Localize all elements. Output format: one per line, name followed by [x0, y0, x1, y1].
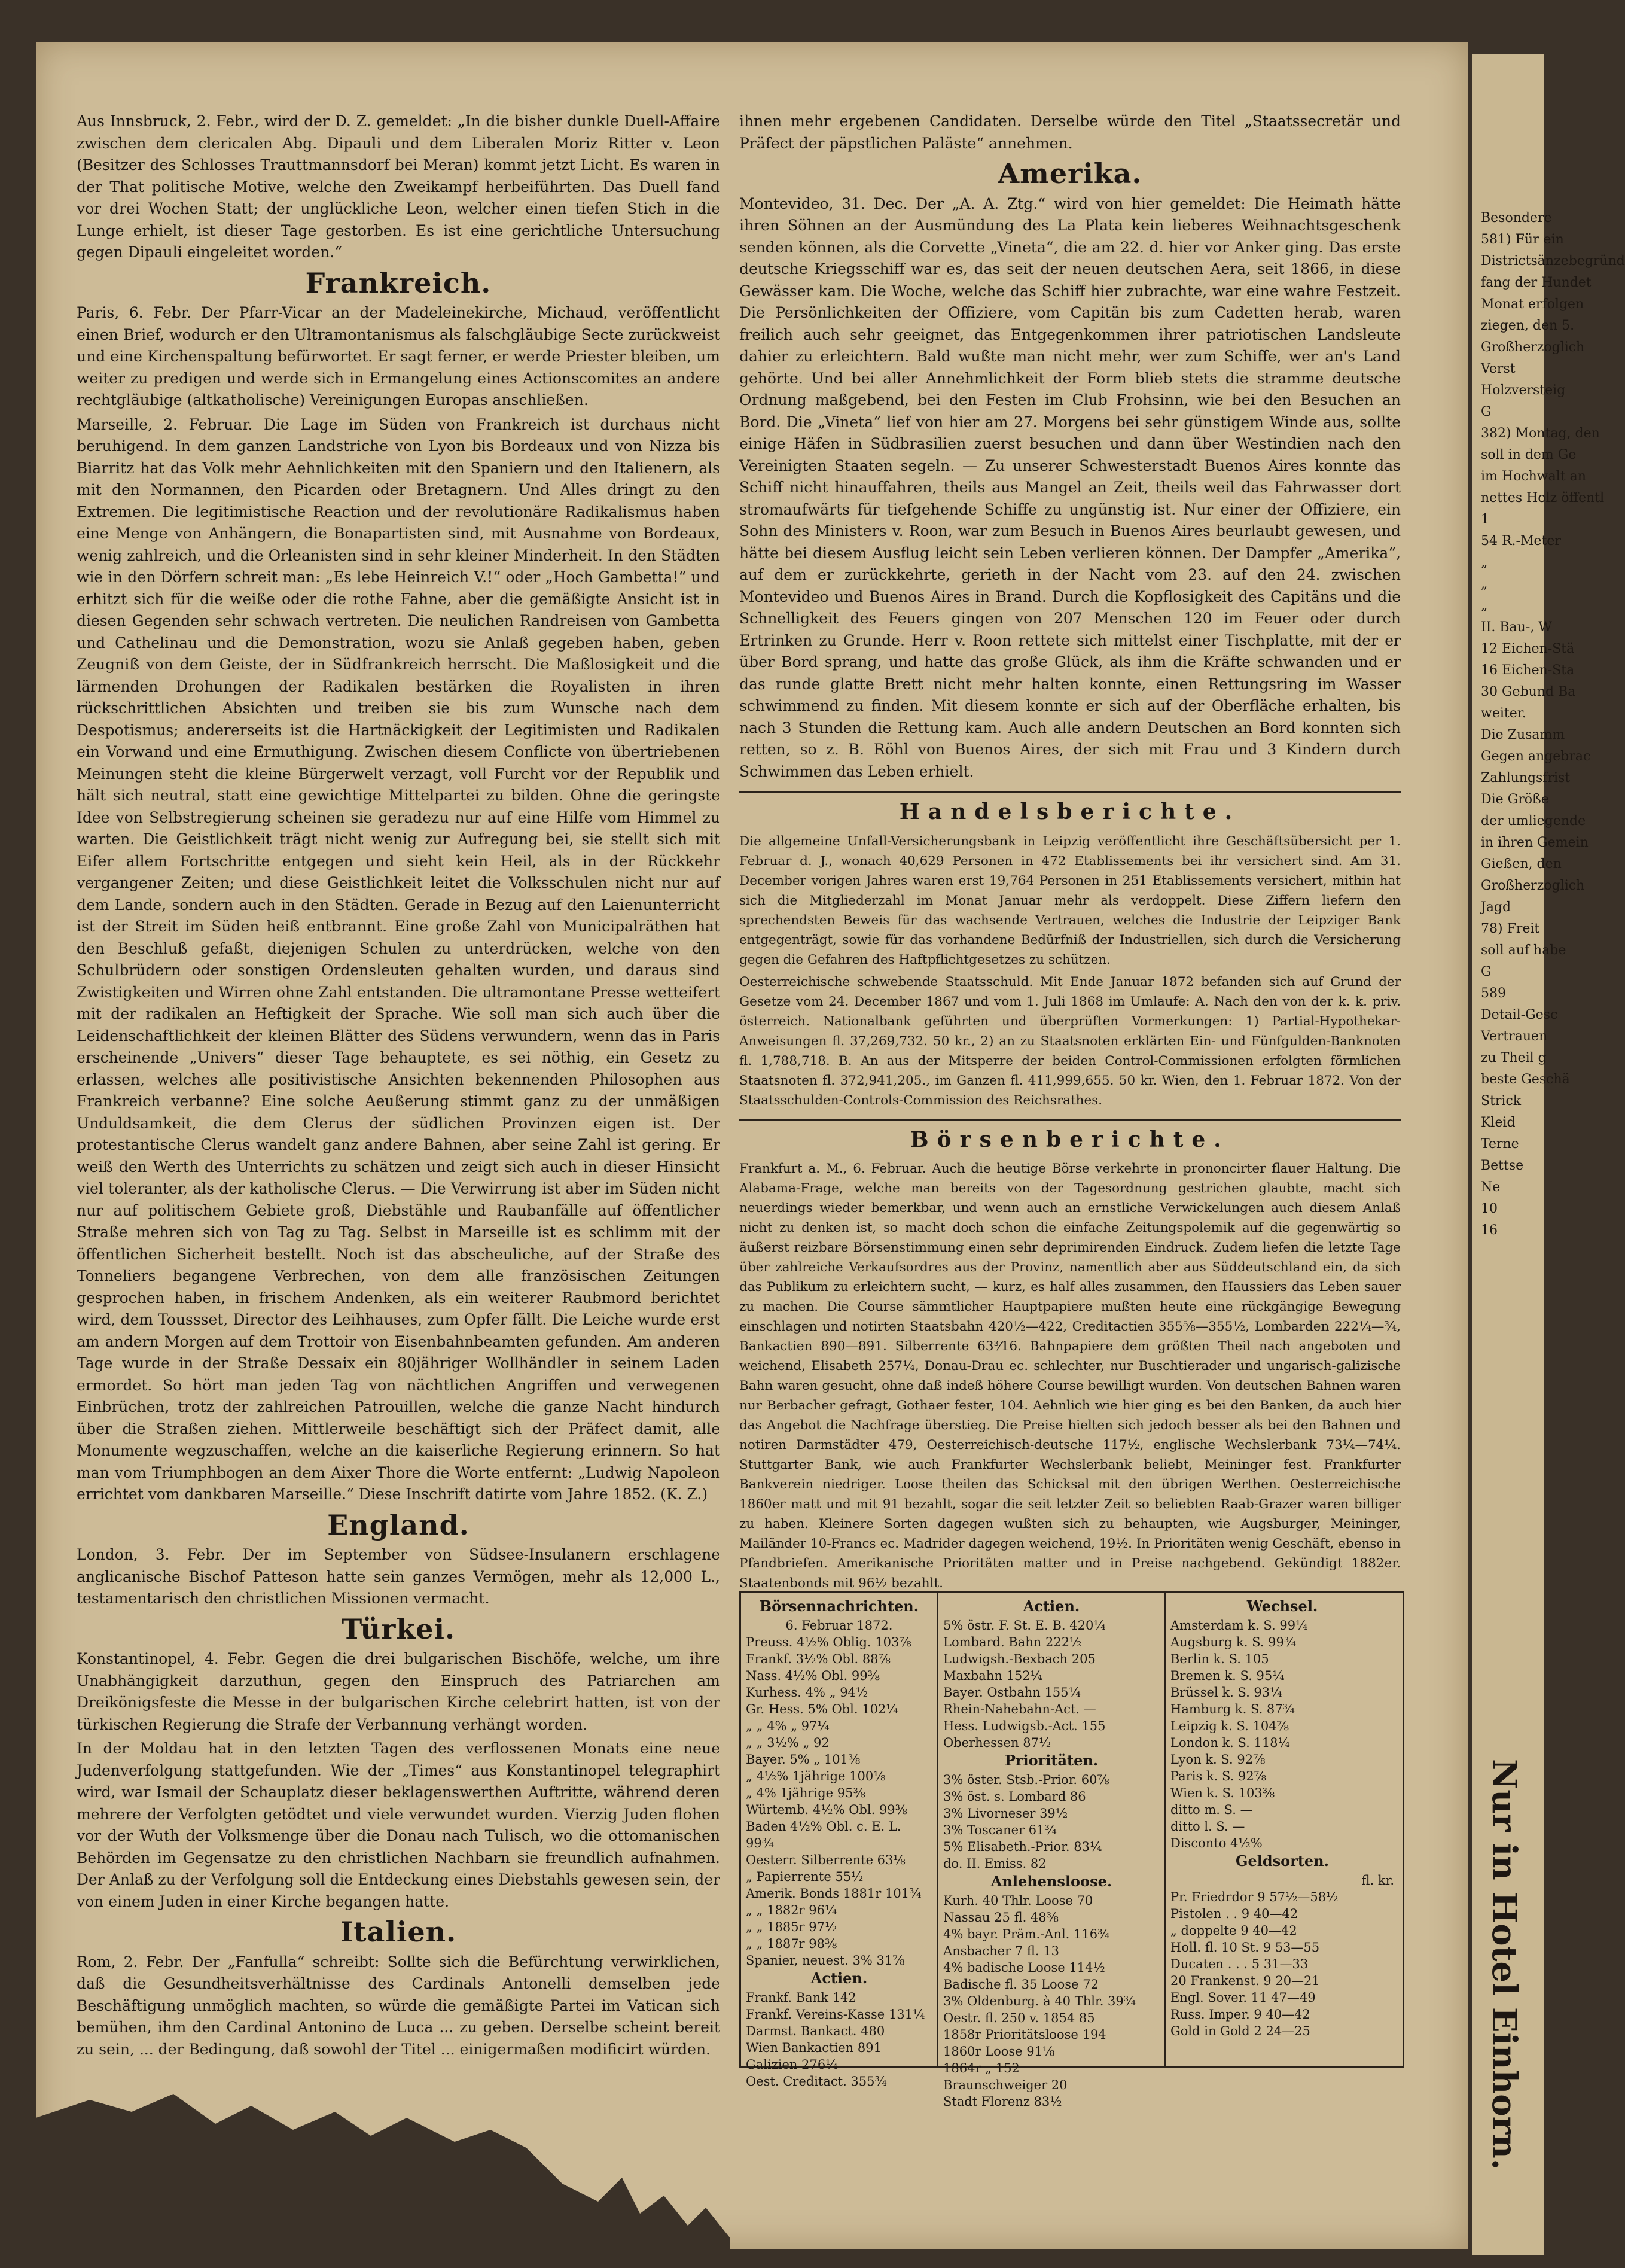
table-row: Pr. Friedrdor 9 57½—58½	[1170, 1890, 1339, 1904]
table-row: Bremen k. S. 95¼	[1170, 1669, 1285, 1683]
table-row: ditto m. S. —	[1170, 1803, 1253, 1817]
strip-text-line: Besondere	[1481, 211, 1552, 226]
strip-text-line: „	[1481, 577, 1488, 592]
table-row: Gold in Gold 2 24—25	[1170, 2024, 1310, 2038]
table-row: 1860r Loose 91⅛	[943, 2044, 1055, 2059]
strip-text-line: Detail-Gesc	[1481, 1007, 1558, 1022]
strip-text-line: Monat erfolgen	[1481, 297, 1584, 312]
table-row: 1858r Prioritätsloose 194	[943, 2027, 1106, 2042]
table-row: 4% badische Loose 114½	[943, 1960, 1105, 1975]
table-row: Gr. Hess. 5% Obl. 102¼	[746, 1702, 898, 1716]
strip-text-line: nettes Holz öffentl	[1481, 491, 1605, 506]
table-row: Disconto 4½%	[1170, 1836, 1263, 1850]
table-row: Hess. Ludwigsb.-Act. 155	[943, 1719, 1106, 1733]
table-row: Wien Bankactien 891	[746, 2041, 882, 2055]
table-row: Lombard. Bahn 222½	[943, 1635, 1082, 1649]
table-row: Kurh. 40 Thlr. Loose 70	[943, 1893, 1093, 1908]
table-row: Würtemb. 4½% Obl. 99⅜	[746, 1803, 908, 1817]
article-continuation: ihnen mehr ergebenen Candidaten. Derselbe würde den Titel „Staatssecretär und Präfect der päpstlichen Paläste“ annehmen.	[739, 112, 1401, 152]
strip-text-line: fang der Hundet	[1481, 275, 1592, 290]
strip-text-line: 16 Eichen-Sta	[1481, 663, 1575, 678]
table-rows	[943, 1617, 1160, 1751]
section-heading-tuerkei: Türkei.	[342, 1612, 455, 1645]
table-row: Lyon k. S. 92⅞	[1170, 1752, 1266, 1767]
table-row: „ „ 4% „ 97¼	[746, 1719, 830, 1733]
table-row: 3% Oldenburg. à 40 Thlr. 39¾	[943, 1994, 1136, 2008]
column-left	[77, 111, 720, 2063]
strip-text-line: in ihren Gemein	[1481, 835, 1589, 850]
table-row: Stadt Florenz 83½	[943, 2095, 1062, 2109]
strip-text-line: 30 Gebund Ba	[1481, 684, 1576, 699]
strip-text-line: Holzversteig	[1481, 383, 1566, 398]
table-row: Ansbacher 7 fl. 13	[943, 1944, 1059, 1958]
table-title: Actien.	[1023, 1597, 1080, 1615]
table-rows	[943, 1892, 1160, 2110]
table-row: Darmst. Bankact. 480	[746, 2024, 885, 2038]
strip-text-line: 10	[1481, 1201, 1498, 1216]
strip-text-line: 54 R.-Meter	[1481, 534, 1561, 549]
table-row: Engl. Sover. 11 47—49	[1170, 1990, 1316, 2005]
table-row: „ 4½% 1jährige 100⅛	[746, 1769, 886, 1783]
table-row: Nassau 25 fl. 48⅜	[943, 1910, 1059, 1925]
table-actien	[938, 1593, 1166, 2109]
table-row: „ 4% 1jährige 95⅜	[746, 1786, 865, 1800]
table-row: „ „ 1887r 98⅜	[746, 1937, 837, 1951]
strip-text-line: 1	[1481, 512, 1489, 527]
strip-text-line: 12 Eichen-Stä	[1481, 641, 1575, 656]
table-title: Wechsel.	[1246, 1597, 1318, 1615]
table-row: Leipzig k. S. 104⅞	[1170, 1719, 1289, 1733]
strip-text-line: Die Zusamm	[1481, 727, 1565, 742]
table-row: Bayer. Ostbahn 155¼	[943, 1685, 1081, 1700]
strip-text-line: G	[1481, 964, 1492, 979]
section-heading-amerika: Amerika.	[998, 157, 1142, 190]
table-row: Berlin k. S. 105	[1170, 1652, 1269, 1666]
table-row: Oesterr. Silberrente 63⅛	[746, 1853, 906, 1867]
section-heading-england: England.	[327, 1508, 469, 1541]
table-row: 4% bayr. Präm.-Anl. 116¾	[943, 1927, 1110, 1941]
table-row: Preuss. 4½% Oblig. 103⅞	[746, 1635, 911, 1649]
adjacent-page-strip	[1472, 54, 1625, 2255]
table-row: 1864r „ 152	[943, 2061, 1020, 2075]
strip-text-line: 589	[1481, 986, 1506, 1001]
table-row: 3% Livorneser 39½	[943, 1806, 1068, 1821]
table-row: 5% Elisabeth.-Prior. 83¼	[943, 1840, 1102, 1854]
table-row: 3% öst. s. Lombard 86	[943, 1789, 1086, 1804]
section-heading-handel: Handelsberichte.	[899, 799, 1241, 824]
table-row: Paris k. S. 92⅞	[1170, 1769, 1267, 1783]
table-row: Brüssel k. S. 93¼	[1170, 1685, 1282, 1700]
strip-text-line: Strick	[1481, 1094, 1522, 1109]
table-row: „ „ 3½% „ 92	[746, 1736, 830, 1750]
table-row: 3% öster. Stsb.-Prior. 60⅞	[943, 1773, 1109, 1787]
section-heading-italien: Italien.	[340, 1916, 457, 1948]
table-row: Amerik. Bonds 1881r 101¾	[746, 1886, 922, 1901]
article-staatsschuld: Oesterreichische schwebende Staatsschuld. Mit Ende Januar 1872 befanden sich auf Grund der Gesetze vom 24. December 1867 und vom 1. Juli 1868 im Umlaufe: A. Nach den von der k. k. priv. österreich. Nationalbank geführten und überprüften Vormerkungen: 1) Partial-Hypothekar-Anweisungen fl. 37,269,732. 50 kr., 2) an zu Staatsnoten erklärten Ein- und Fünfgulden-Banknoten fl. 1,788,718. B. An aus der Mitsperre der beiden Control-Commissionen erfolgten förmlichen Staatsnoten fl. 372,941,205., im Ganzen fl. 411,999,655. 50 kr. Wien, den 1. Februar 1872. Von der Staatsschulden-Controls-Commission des Reichsrathes.	[739, 974, 1401, 1108]
strip-text-line: Großherzoglich	[1481, 340, 1585, 355]
table-row: ditto l. S. —	[1170, 1819, 1245, 1834]
table-row: Pistolen . . 9 40—42	[1170, 1907, 1298, 1921]
table-wechsel	[1166, 1593, 1399, 2066]
strip-text-line: Verst	[1481, 361, 1516, 376]
table-row: London k. S. 118¼	[1170, 1736, 1290, 1750]
table-row: Augsburg k. S. 99¾	[1170, 1635, 1297, 1649]
table-row: 20 Frankenst. 9 20—21	[1170, 1974, 1320, 1988]
strip-text-line: 581) Für ein	[1481, 232, 1564, 247]
table-rows	[1170, 1617, 1394, 1852]
table-subtitle: Prioritäten.	[1004, 1752, 1099, 1769]
table-row: „ „ 1882r 96¼	[746, 1903, 837, 1917]
article-rom: Rom, 2. Febr. Der „Fanfulla“ schreibt: Sollte sich die Befürchtung verwirklichen, daß die Gesundheitsverhältnisse des Cardinals Antonelli demselben jede Beschäftigung unmöglich machten, so würde die gemäßigte Partei im Vatican sich bemühen, ihm den Cardinal Antonino de Luca ... zu geben. Derselbe scheint bereit zu sein, ... der Bedingung, daß sowohl der Titel ... einigermaßen modificirt würden.	[77, 1953, 720, 2058]
strip-vertical-ad: Nur in Hotel Einhorn.	[1484, 1759, 1524, 2170]
article-marseille: Marseille, 2. Februar. Die Lage im Süden von Frankreich ist durchaus nicht beruhigend. In dem ganzen Landstriche von Lyon bis Bordeaux und von Nizza bis Biarritz hat das Volk mehr Aehnlichkeiten mit den Spaniern und den Italienern, als mit den Normannen, den Picarden oder Bretagnern. Und Alles dringt zu den Extremen. Die legitimistische Reaction und der revolutionäre Radikalismus haben eine Menge von Anhängern, die Bonapartisten sind, mit Ausnahme von Bordeaux, wenig zahlreich, und die Orleanisten sind in sehr kleiner Minderheit. In den Städten wie in den Dörfern schreit man: „Es lebe Heinreich V.!“ oder „Hoch Gambetta!“ und erhitzt sich für die weiße oder die rothe Fahne, aber die gemäßigte Ansicht ist in diesen Gegenden sehr schwach vertreten. Die neulichen Randreisen von Gambetta und Cathelinau und die Demonstration, wozu sie Anlaß gegeben haben, geben Zeugniß von dem Geiste, der in Südfrankreich herrscht. Die Maßlosigkeit und die lärmenden Drohungen der Radikalen bestärken die Royalisten in ihren rückschrittlichen Absichten und treiben sie bis zum Wunsche nach dem Despotismus; andererseits ist die Hartnäckigkeit der Legitimisten und Radikalen ein Vorwand und eine Ermuthigung. Zwischen diesem Conflicte von übertriebenen Meinungen steht die kleine Bürgerwelt verzagt, voll Furcht vor der Republik und hält sich neutral, statt eine gewichtige Mittelpartei zu bilden. Ohne die geringste Idee von Selbstregierung scheinen sie geradezu nur auf eine Hilfe vom Himmel zu warten. Die Geistlichkeit trägt nicht wenig zur Aufregung bei, sie stellt sich mit Eifer allem Fortschritte entgegen und sieht kein Heil, als in der Rückkehr vergangener Zeiten; und diese Geistlichkeit leitet die Volksschulen nicht nur auf dem Lande, sondern auch in den Städten. Gerade in Bezug auf den Laienunterricht ist der Streit im Süden heiß entbrannt. Eine große Zahl von Municipalräthen hat den Beschluß gefaßt, diejenigen Schulen zu unterdrücken, welche von den Schulbrüdern oder sonstigen Ordensleuten gehalten wurden, und daraus sind Zwistigkeiten und Wirren ohne Zahl entstanden. Die ultramontane Presse wetteifert mit der radikalen an Heftigkeit der Sprache. Wie soll man sich auch über die Leidenschaftlichkeit der kleinen Blätter des Südens verwundern, wenn das in Paris erscheinende „Univers“ dieser Tage behauptete, es sei nöthig, ein Gesetz zu erlassen, welches alle positivistische Ansichten bekennenden Philosophen aus Frankreich verbanne? Eine solche Aeußerung stimmt ganz zu der unmäßigen Unduldsamkeit, die dem Clerus der südlichen Provinzen eigen ist. Der protestantische Clerus wandelt ganz andere Bahnen, aber seine Zahl ist gering. Er weiß den Werth des Unterrichts zu schätzen und zeigt sich auch in dieser Hinsicht viel toleranter, als der katholische Clerus. — Die Verwirrung ist aber im Süden nicht nur auf politischem Gebiete groß, Diebstähle und Raubanfälle auf öffentlicher Straße mehren sich von Tag zu Tag. Selbst in Marseille ist es schlimm mit der öffentlichen Sicherheit bestellt. Noch ist das abscheuliche, auf der Straße des Tonneliers begangene Verbrechen, von dem alle französischen Zeitungen gesprochen haben, in frischem Andenken, als ein weiterer Raubmord berichtet wird, dem Toussset, Director des Leihhauses, zum Opfer fällt. Die Leiche wurde erst am andern Morgen auf dem Trottoir von Eisenbahnbeamten gefunden. Am anderen Tage wurde in der Straße Dessaix ein 80jähriger Wollhändler in seinem Laden ermordet. So hört man jeden Tag von nächtlichen Angriffen und verwegenen Einbrüchen, trotz der zahlreichen Patrouillen, welche die ganze Nacht hindurch über die Straßen ziehen. Mittlerweile beschäftigt sich der Präfect damit, alle Monumente wegzuschaffen, welche an die kaiserliche Regierung erinnern. So hat man vom Triumphbogen an dem Aixer Thore die Worte entfernt: „Ludwig Napoleon errichtet vom dankbaren Marseille.“ Diese Inschrift datirte vom Jahre 1852. (K. Z.)	[77, 415, 720, 1503]
torn-page-edge	[36, 2046, 730, 2261]
strip-text-line: soll in dem Ge	[1481, 447, 1577, 462]
strip-text-line: 16	[1481, 1223, 1498, 1238]
table-row: Oestr. fl. 250 v. 1854 85	[943, 2011, 1095, 2025]
table-subtitle: Geldsorten.	[1236, 1852, 1329, 1870]
strip-text-line: Terne	[1481, 1137, 1519, 1152]
article-montevideo: Montevideo, 31. Dec. Der „A. A. Ztg.“ wird von hier gemeldet: Die Heimath hätte ihren Söhnen an der Ausmündung des La Plata kein lieberes Weihnachtsgeschenk senden können, als die Corvette „Vineta“, die am 22. d. hier vor Anker ging. Das erste deutsche Kriegsschiff war es, das seit der neuen deutschen Aera, seit 1866, in diese Gewässer kam. Die Woche, welche das Schiff hier zubrachte, war eine wahre Festzeit. Die Persönlichkeiten der Offiziere, vom Capitän bis zum Cadetten herab, waren freilich auch sehr geeignet, das Entgegenkommen ihrer patriotischen Landsleute dahier zu erleichtern. Bald wußte man nicht mehr, wer zum Schiffe, wer an's Land gehörte. Und bei aller Annehmlichkeit der Form blieb stets die stramme deutsche Ordnung maßgebend, bei den Festen im Club Frohsinn, wie bei den Besuchen an Bord. Die „Vineta“ lief von hier am 27. Morgens bei sehr günstigem Winde aus, sollte einige Häfen in Südbrasilien zuerst besuchen und dann über Westindien nach den Vereinigten Staaten segeln. — Zu unserer Schwesterstadt Buenos Aires konnte das Schiff nicht hinauffahren, theils aus Mangel an Zeit, theils weil das Fahrwasser dort stromaufwärts für tiefgehende Schiffe zu ungünstig ist. Nur einer der Offiziere, ein Sohn des Ministers v. Roon, war zum Besuch in Buenos Aires beurlaubt gewesen, und hätte bei diesem Ausflug leicht sein Leben verlieren können. Der Dampfer „Amerika“, auf dem er zurückkehrte, gerieth in der Nacht vom 23. auf den 24. zwischen Montevideo und Buenos Aires in Brand. Durch die Kopflosigkeit des Capitäns und die Schnelligkeit des Feuers gingen von 207 Menschen 120 im Feuer oder durch Ertrinken zu Grunde. Herr v. Roon rettete sich mittelst einer Tischplatte, mit der er über Bord sprang, und hatte das große Glück, als ihm die Kräfte schwanden und er das runde glatte Brett nicht mehr halten konnte, einen Rettungsring im Wasser schwimmend zu finden. Mit diesem konnte er sich auf der Oberfläche erhalten, bis nach 3 Stunden die Rettung kam. Auch alle andern Deutschen an Bord konnten sich retten, so z. B. Röhl von Buenos Aires, der sich mit Frau und 3 Kindern durch Schwimmen das Leben erhielt.	[739, 194, 1401, 780]
strip-text-line: Bettse	[1481, 1158, 1524, 1173]
article-frankfurt: Frankfurt a. M., 6. Februar. Auch die heutige Börse verkehrte in prononcirter flauer Haltung. Die Alabama-Frage, welche man bereits von der Tagesordnung gestrichen glaubte, macht sich neuerdings wieder bemerkbar, und wenn auch an ernstliche Verwickelungen auch diesem Anlaß nicht zu denken ist, so macht doch schon die einfache Zeitungspolemik auf die gegenwärtig so äußerst reizbare Börsenstimmung einen sehr deprimirenden Eindruck. Zudem liefen die letzte Tage über zahlreiche Verkaufsordres aus der Provinz, namentlich aber aus Süddeutschland ein, da sich das Publikum zu erleichtern sucht, — kurz, es half alles zusammen, den Haussiers das Leben sauer zu machen. Die Course sämmtlicher Hauptpapiere mußten heute eine rückgängige Bewegung einschlagen und notirten Staatsbahn 420½—422, Creditactien 355⅝—355½, Lombarden 222¼—¾, Bankactien 890—891. Silberrente 63³⁄16. Bahnpapiere dem größten Theil nach angeboten und weichend, Elisabeth 257¼, Donau-Drau ec. schlechter, nur Buschtierader und ungarisch-galizische Bahn waren gesucht, ohne daß indeß höhere Course bewilligt wurden. Von deutschen Bahnen waren nur Berbacher gefragt, Gothaer fester, 104. Aehnlich wie hier ging es bei den Banken, da auch hier das Angebot die Nachfrage überstieg. Die Preise hielten sich jedoch besser als bei den Bahnen und notiren Darmstädter 479, Oesterreichisch-deutsche 117½, englische Wechslerbank 73¼—74¼. Stuttgarter Bank, wie auch Frankfurter Wechslerbank beliebt, Meininger fest. Frankfurter Bankverein niedriger. Loose theilen das Schicksal mit den übrigen Werthen. Oesterreichische 1860er matt und mit 91 bezahlt, sogar die seit letzter Zeit so beliebten Raab-Grazer waren billiger zu haben. Kleinere Sorten dagegen wußten sich zu behaupten, wie Augsburger, Meininger, Mailänder 10-Francs ec. Madrider dagegen weichend, 19½. In Prioritäten wenig Geschäft, ebenso in Pfandbriefen. Amerikanische Prioritäten matter und in Preise nachgebend. Gekündigt 1882er. Staatenbonds mit 96½ bezahlt.	[739, 1161, 1401, 1591]
table-rows	[746, 1634, 932, 1969]
table-row: Frankf. Vereins-Kasse 131¼	[746, 2007, 925, 2022]
strip-text-line: 382) Montag, den	[1481, 426, 1600, 441]
table-row: Galizien 276¼	[746, 2057, 838, 2072]
table-row: 3% Toscaner 61¾	[943, 1823, 1057, 1837]
table-title: Börsennachrichten.	[759, 1597, 919, 1615]
strip-text-line: Vertrauen	[1481, 1029, 1548, 1044]
table-row: Frankf. 3½% Obl. 88⅞	[746, 1652, 891, 1666]
table-row: Wien k. S. 103⅜	[1170, 1786, 1275, 1800]
article-paris: Paris, 6. Febr. Der Pfarr-Vicar an der Madeleinekirche, Michaud, veröffentlicht einen Brief, wodurch er den Ultramontanismus als falschgläubige Secte zurückweist und eine Kirchenspaltung befürwortet. Er sagt ferner, er werde Priester bleiben, um weiter zu predigen und werde sich in Ermangelung eines Actionscomites an andere rechtgläubige (altkatholische) Vereinigungen Europas anschließen.	[77, 304, 720, 409]
strip-text-line: Gießen, den	[1481, 857, 1562, 872]
section-heading-frankreich: Frankreich.	[305, 266, 492, 299]
table-boersennachrichten	[741, 1593, 938, 2089]
article-innsbruck: Aus Innsbruck, 2. Febr., wird der D. Z. gemeldet: „In die bisher dunkle Duell-Affaire zwischen dem clericalen Abg. Dipauli und dem Liberalen Moriz Ritter v. Leon (Besitzer des Schlosses Trauttmannsdorf bei Meran) kommt jetzt Licht. Es waren in der That politische Motive, welche den Zweikampf herbeiführten. Das Duell fand vor drei Wochen Statt; der unglückliche Leon, welcher einen tiefen Stich in die Lunge erhielt, ist dieser Tage gestorben. Es ist eine gerichtliche Untersuchung gegen Dipauli eingeleitet worden.“	[77, 112, 720, 261]
strip-text-line: im Hochwalt an	[1481, 469, 1586, 484]
table-row: Hamburg k. S. 87¾	[1170, 1702, 1295, 1716]
table-row: Kurhess. 4% „ 94½	[746, 1685, 868, 1700]
table-row: Amsterdam k. S. 99¼	[1170, 1618, 1308, 1633]
table-row: Russ. Imper. 9 40—42	[1170, 2007, 1310, 2022]
strip-text-line: Die Größe	[1481, 792, 1549, 807]
strip-text-line: der umliegende	[1481, 814, 1586, 829]
strip-text-line: G	[1481, 404, 1492, 419]
table-row: Baden 4½% Obl. c. E. L. 99¾	[746, 1819, 901, 1850]
table-rows	[1170, 1889, 1394, 2039]
table-row: „ doppelte 9 40—42	[1170, 1923, 1297, 1938]
strip-text-line: Zahlungsfrist	[1481, 771, 1571, 786]
strip-text-line: Jagd	[1481, 900, 1511, 915]
strip-text-line: „	[1481, 598, 1488, 613]
divider	[739, 791, 1401, 793]
article-unfallversicherung: Die allgemeine Unfall-Versicherungsbank in Leipzig veröffentlicht ihre Geschäftsübersicht per 1. Februar d. J., wonach 40,629 Personen in 472 Etablissements bei ihr versichert sind. Am 31. December vorigen Jahres waren erst 19,764 Personen in 251 Etablissements versichert, mithin hat sich die Mitgliederzahl im Monat Januar mehr als verdoppelt. Diese Ziffern liefern den sprechendsten Beweis für das wachsende Vertrauen, welches die Industrie der Leipziger Bank entgegenträgt, sowie für das vorhandene Bedürfniß der Industriellen, sich durch die Versicherung gegen die Gefahren des Haftpflichtgesetzes zu schützen.	[739, 833, 1401, 967]
table-row: Maxbahn 152¼	[943, 1669, 1042, 1683]
strip-text-line: ziegen, den 5.	[1481, 318, 1575, 333]
stock-tables	[739, 1591, 1404, 2109]
table-row: Oest. Creditact. 355¾	[746, 2074, 887, 2089]
table-row: Braunschweiger 20	[943, 2078, 1068, 2092]
table-row: Badische fl. 35 Loose 72	[943, 1977, 1099, 1992]
article-london: London, 3. Febr. Der im September von Südsee-Insulanern erschlagene anglicanische Bischof Patteson hatte sein ganzes Vermögen, mehr als 12,000 L., testamentarisch den christlichen Missionen vermacht.	[77, 1546, 720, 1607]
table-row: „ „ 1885r 97½	[746, 1920, 837, 1934]
table-rows	[746, 1989, 932, 2090]
section-heading-boerse: Börsenberichte.	[910, 1127, 1230, 1152]
table-subtitle: Actien.	[810, 1969, 868, 1987]
strip-text-line: beste Geschä	[1481, 1072, 1570, 1087]
strip-text-line: „	[1481, 555, 1488, 570]
strip-text-line: soll auf habe	[1481, 943, 1566, 958]
strip-text-line: Gegen angebrac	[1481, 749, 1591, 764]
strip-text-line: 78) Freit	[1481, 921, 1540, 936]
strip-text-line: Ne	[1481, 1180, 1501, 1195]
divider	[739, 1119, 1401, 1121]
table-header: fl. kr.	[1361, 1873, 1394, 1888]
table-date: 6. Februar 1872.	[785, 1618, 893, 1633]
strip-text-line: Großherzoglich	[1481, 878, 1585, 893]
table-row: Spanier, neuest. 3% 31⅞	[746, 1953, 905, 1968]
article-konstantinopel: Konstantinopel, 4. Febr. Gegen die drei bulgarischen Bischöfe, welche, um ihre Unabhängigkeit darzuthun, gegen den Einspruch des Patriarchen am Dreikönigsfeste die Messe in der bulgarischen Kirche celebrirt hatten, ist von der türkischen Regierung die Strafe der Verbannung verhängt worden.	[77, 1650, 720, 1733]
strip-text-line: zu Theil g	[1481, 1051, 1547, 1065]
table-row: Holl. fl. 10 St. 9 53—55	[1170, 1940, 1320, 1955]
table-row: Ducaten . . . 5 31—33	[1170, 1957, 1309, 1971]
strip-text-line: II. Bau-, W	[1481, 620, 1552, 635]
table-row: Bayer. 5% „ 101⅜	[746, 1752, 861, 1767]
table-row: Nass. 4½% Obl. 99⅜	[746, 1669, 880, 1683]
article-moldau: In der Moldau hat in den letzten Tagen des verflossenen Monats eine neue Judenverfolgung stattgefunden. Wie der „Times“ aus Konstantinopel telegraphirt wird, war Ismail der Schauplatz dieser beklagenswerthen Auftritte, während deren mehrere der Verfolgten getödtet und viele verwundet wurden. Vierzig Juden flohen vor der Wuth der Volksmenge über die Donau nach Tulisch, wo die ottomanischen Behörden im Gegensatze zu den christlichen Nachbarn sie freundlich aufnahmen. Der Anlaß zu der Verfolgung soll die Entdeckung eines Diebstahls gewesen sein, der von einem Juden in einer Kirche begangen hatte.	[77, 1740, 720, 1910]
table-row: Frankf. Bank 142	[746, 1990, 856, 2005]
strip-text-line: Districtsänzebegründ	[1481, 254, 1625, 269]
strip-text-line: weiter.	[1481, 706, 1526, 721]
strip-text-line: Kleid	[1481, 1115, 1516, 1130]
table-row: „ Papierrente 55½	[746, 1870, 864, 1884]
table-row: Ludwigsh.-Bexbach 205	[943, 1652, 1096, 1666]
column-right	[739, 111, 1401, 1596]
table-row: 5% östr. F. St. E. B. 420¼	[943, 1618, 1106, 1633]
table-subtitle: Anlehensloose.	[990, 1873, 1112, 1890]
table-row: Rhein-Nahebahn-Act. —	[943, 1702, 1096, 1716]
table-row: Oberhessen 87½	[943, 1736, 1051, 1750]
table-row: do. II. Emiss. 82	[943, 1856, 1047, 1871]
table-rows	[943, 1771, 1160, 1872]
